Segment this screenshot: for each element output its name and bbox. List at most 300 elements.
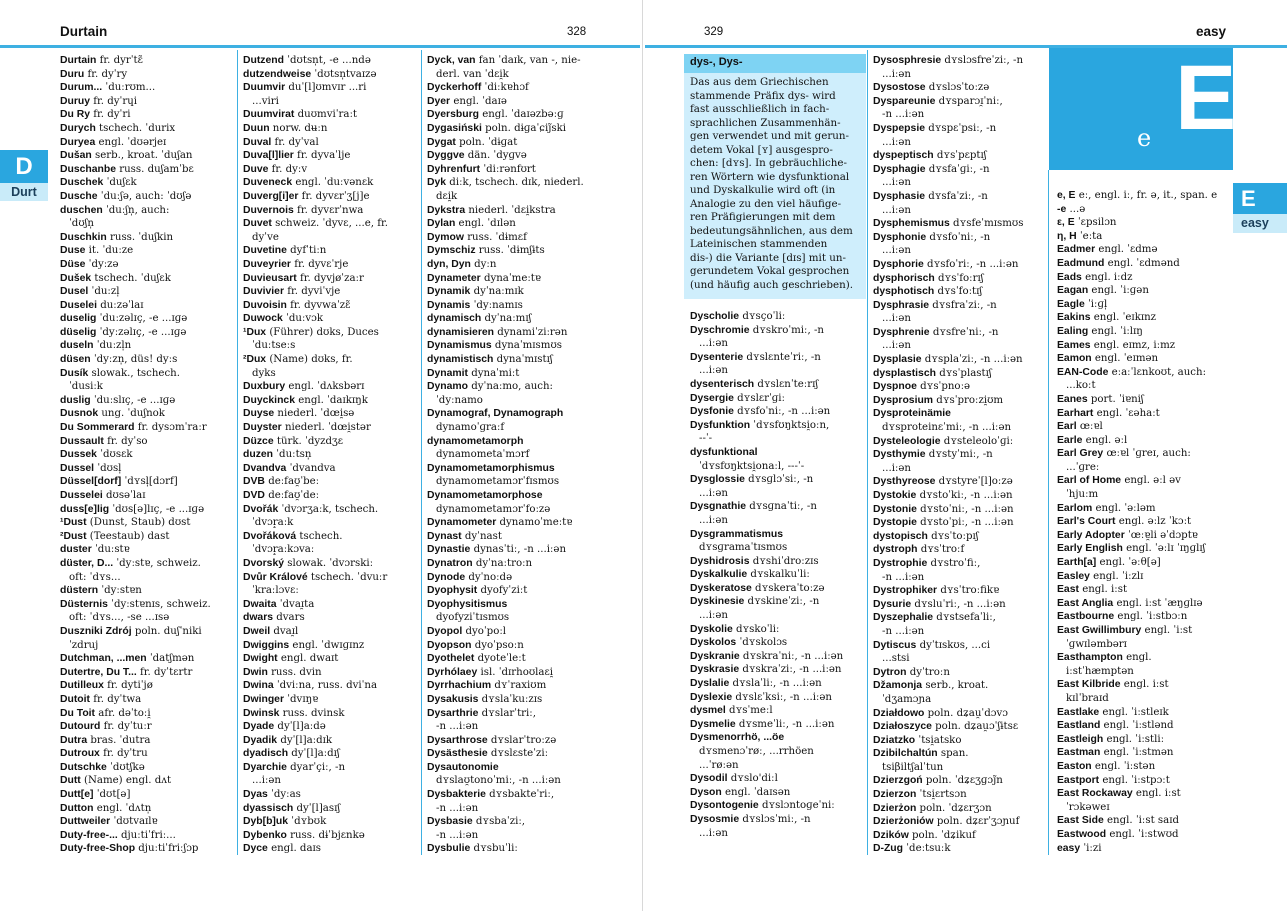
pronunciation: (Führer) dʊks, Duces: [266, 326, 379, 338]
dictionary-entry: [243, 312, 419, 326]
headword: Dynamik: [427, 286, 471, 298]
pronunciation: ˈkraːlɔvɛː: [252, 585, 299, 597]
headword: Dzierzon: [873, 789, 917, 801]
pronunciation: dʏskalkuˈliː: [747, 569, 810, 581]
dictionary-entry: [1057, 733, 1232, 747]
pronunciation: dʏsˈplastɪʃ: [935, 367, 992, 379]
pronunciation: engl. eɪmz, iːmz: [1090, 339, 1176, 351]
pronunciation: engl. əːlz ˈkɔːt: [1115, 516, 1192, 528]
headword: Duun: [243, 122, 270, 134]
pronunciation: dyoˈpsoːn: [471, 639, 524, 651]
pronunciation: dyːn: [470, 258, 497, 270]
dictionary-entry: [60, 448, 235, 462]
dictionary-entry: [427, 435, 617, 449]
dictionary-entry: [427, 842, 617, 856]
dictionary-entry: [60, 842, 235, 856]
dictionary-entry: [873, 299, 1047, 313]
headword: Duveneck: [243, 177, 293, 189]
dictionary-entry: [873, 530, 1047, 544]
pronunciation: ˈdviːna, russ. dviˈna: [273, 680, 378, 692]
pronunciation: duːzəˈlaɪ: [96, 299, 144, 311]
left-thumb-index[interactable]: [0, 150, 48, 201]
headword: Dygasiński: [427, 122, 482, 134]
dictionary-entry: [1057, 189, 1232, 203]
pronunciation: dän. ˈdyɡvə: [464, 150, 527, 162]
pronunciation: slowak. ˈdvɔrskiː: [284, 557, 374, 569]
headword: Dussek: [60, 449, 97, 461]
pronunciation: fr. dyˈval: [271, 136, 319, 148]
headword: Dyspnoe: [873, 381, 917, 393]
pronunciation: engl. ˈdʊərjeɪ: [95, 136, 167, 148]
pronunciation: ˈdiːkɐhɔf: [481, 82, 529, 94]
pronunciation: dʏsˈpɛptɪʃ: [933, 150, 987, 162]
pronunciation: ...koːt: [1066, 380, 1096, 392]
pronunciation: ...iːən: [882, 136, 911, 148]
pronunciation: ...iːən: [699, 514, 728, 526]
pronunciation: ˈdʊtvaɪlɐ: [110, 816, 158, 828]
dictionary-entry: [243, 652, 419, 666]
headword: Dyrrhachium: [427, 680, 492, 692]
dictionary-entry: [1057, 420, 1232, 434]
headword: Duvieusart: [243, 272, 297, 284]
pronunciation: dʏstroˈfiː,: [927, 557, 981, 569]
headword: DVD: [243, 490, 265, 501]
dictionary-entry: [873, 163, 1047, 177]
dictionary-entry: [60, 584, 235, 598]
dictionary-entry: [1057, 366, 1232, 380]
headword: East Side: [1057, 815, 1104, 827]
headword: Ealing: [1057, 325, 1089, 337]
dictionary-entry: [427, 353, 617, 367]
pronunciation: ˈeːta: [1076, 230, 1103, 242]
pronunciation: fr. dyˈtɛrtr: [136, 666, 193, 678]
entry-continuation: [690, 460, 866, 474]
pronunciation: dʏsˈfoːtɪʃ: [934, 286, 983, 298]
pronunciation: schweiz. ˈdyvɛ, ...e, fr.: [271, 218, 389, 230]
pronunciation: russ. ˈdɨmʃɨts: [475, 245, 545, 257]
dictionary-entry: [1057, 529, 1232, 543]
entry-continuation: [873, 108, 1047, 122]
headword: ¹Dux: [243, 326, 267, 338]
headword: Dyb[b]uk: [243, 816, 289, 828]
dictionary-entry: [873, 190, 1047, 204]
dictionary-entry: [873, 394, 1047, 408]
dictionary-entry: [60, 54, 235, 68]
entry-continuation: [873, 244, 1047, 258]
dictionary-entry: [1057, 678, 1232, 692]
pronunciation: dʏsɡnaˈtiː, -n: [746, 501, 817, 513]
pronunciation: russ. dɨˈbjɛnkə: [286, 829, 365, 841]
headword: Earlom: [1057, 502, 1093, 514]
dictionary-entry: [873, 598, 1047, 612]
pronunciation: ...iːən: [882, 245, 911, 257]
pronunciation: fr. dyvwaˈzɛ̃: [286, 299, 351, 311]
pronunciation: ˈduːstɐ: [91, 544, 130, 556]
pronunciation: dʏstsefaˈliː,: [933, 612, 996, 624]
dictionary-entry: [243, 435, 419, 449]
dictionary-entry: [690, 568, 866, 582]
pronunciation: fr. dytiˈjø: [103, 680, 153, 692]
headword: Dynode: [427, 571, 466, 583]
pronunciation: ˈdʊs[ə]lɪç, -e ...ɪɡə: [109, 503, 205, 515]
pronunciation: dʏsbakteˈriː,: [485, 789, 555, 801]
dictionary-entry: [243, 462, 419, 476]
pronunciation: dʏsfeˈmɪsmʊs: [949, 218, 1024, 230]
headword: Działoszyce: [873, 721, 932, 733]
pronunciation: engl. ˈiːstwʊd: [1106, 828, 1179, 840]
dictionary-entry: [60, 761, 235, 775]
pronunciation: ...iːən: [882, 462, 911, 474]
headword: Dysphagie: [873, 163, 926, 175]
thumb-letter-d: D: [0, 150, 48, 183]
headword: Dysautonomie: [427, 761, 499, 773]
pronunciation: dʏslɛnteˈriː, -n: [743, 351, 821, 363]
headword: Dutra: [60, 734, 88, 746]
dictionary-entry: [873, 666, 1047, 680]
info-box-line: Das aus dem Griechischen: [690, 76, 829, 88]
pronunciation: fan ˈdaɪk, van -, nie-: [475, 55, 581, 66]
headword: Eastport: [1057, 774, 1100, 786]
pronunciation: dyoteˈleːt: [474, 653, 526, 665]
headword: Düsternis: [60, 598, 108, 610]
pronunciation: dʏslarˈtroːzə: [487, 734, 557, 746]
pronunciation: fr. dyvjøˈzaːr: [296, 272, 364, 284]
headword: Earl of Home: [1057, 475, 1122, 487]
headword: Eagan: [1057, 285, 1089, 297]
dictionary-entry: [60, 190, 235, 204]
entry-continuation: [690, 609, 866, 623]
headword: Dynatron: [427, 557, 473, 569]
pronunciation: dʏsfoˈniː, -n: [926, 231, 991, 243]
dictionary-entry: [873, 367, 1047, 381]
dictionary-entry: [873, 516, 1047, 530]
pronunciation: duˈ[l]ʊmvɪr ...ri: [285, 82, 367, 94]
headword: Durum...: [60, 82, 103, 94]
dictionary-entry: [690, 677, 866, 691]
pronunciation: serb., kroat. ˈduʃan: [91, 150, 193, 162]
pronunciation: poln. ˈdʑɛʒɡɔj̃n: [922, 775, 1003, 787]
headword: Dystonie: [873, 503, 917, 515]
dictionary-entry: [690, 310, 866, 324]
pronunciation: dynamoˈɡraːf: [436, 422, 505, 434]
pronunciation: dyfˈtiːn: [286, 245, 327, 257]
dictionary-entry: [60, 163, 235, 177]
pronunciation: tschech. ˈdurix: [95, 122, 176, 134]
dictionary-entry: [60, 666, 235, 680]
pronunciation: dʏsluˈriː, -n ...iːən: [911, 598, 1006, 610]
pronunciation: ˈdiːrənfʊrt: [480, 163, 536, 175]
headword: Eastwood: [1057, 828, 1107, 840]
pronunciation: -n ...iːən: [882, 571, 925, 583]
headword: Dysarthrose: [427, 734, 488, 746]
headword: Eanes: [1057, 393, 1088, 405]
pronunciation: dyofyziˈtɪsmʊs: [436, 612, 510, 624]
headword: Dutilleux: [60, 680, 104, 692]
pronunciation: dyˈ[l]aːdə: [274, 721, 326, 733]
dictionary-entry: [690, 392, 866, 406]
pronunciation: dyˈnaːmɪk: [470, 286, 524, 298]
pronunciation: dʏsɡlɔˈsiː, -n: [744, 474, 814, 486]
dictionary-entry: [243, 829, 419, 843]
dictionary-entry: [690, 351, 866, 365]
headword: Duszniki Zdrój: [60, 625, 132, 637]
dictionary-entry: [873, 435, 1047, 449]
entry-column-6: [1057, 189, 1232, 855]
pronunciation: dʏskineˈziː, -n: [744, 596, 820, 608]
pronunciation: djuːtiˈfriː...: [117, 829, 176, 841]
headword: Dysosphresie: [873, 55, 942, 66]
headword: Dysmenorrhö, ...öe: [690, 732, 785, 744]
dictionary-entry: [690, 419, 866, 433]
headword: Dusche: [60, 190, 98, 202]
headword: Dyskinesie: [690, 596, 745, 608]
pronunciation: fr. dyviˈvje: [284, 286, 341, 298]
headword: East: [1057, 584, 1079, 596]
dictionary-entry: [1057, 311, 1232, 325]
entry-continuation: [60, 217, 235, 231]
entry-column-4: [690, 310, 866, 840]
headword: Dynamometamorphismus: [427, 462, 555, 474]
entry-continuation: [427, 774, 617, 788]
headword: Duwock: [243, 313, 283, 325]
dictionary-entry: [243, 639, 419, 653]
headword: Dwinsk: [243, 707, 280, 719]
pronunciation: ˈdʊsɛk: [96, 449, 133, 461]
pronunciation: engl. ˈdaɪəzbəːɡ: [478, 109, 564, 121]
pronunciation: dʏslaˈkuːzɪs: [478, 693, 543, 705]
headword: Dysbasie: [427, 816, 473, 828]
thumb-letter-e: E: [1233, 183, 1287, 214]
entry-continuation: [873, 571, 1047, 585]
pronunciation: dyˈnoːdə: [465, 571, 513, 583]
dictionary-entry: [243, 693, 419, 707]
headword: Dysbakterie: [427, 789, 486, 801]
pronunciation: (Name) dʊks, fr.: [266, 354, 353, 366]
headword: Easley: [1057, 570, 1090, 582]
info-box-line: gen verwendet und mit gerun-: [690, 130, 850, 142]
pronunciation: dyˈnaːtroːn: [472, 557, 533, 569]
pronunciation: dynaˈmɪstɪʃ: [493, 354, 553, 366]
pronunciation: ...iːən: [699, 487, 728, 499]
column-rule: [237, 50, 238, 855]
headword: Duyse: [243, 408, 275, 420]
pronunciation: ˈrɔkəweɪ: [1066, 801, 1110, 813]
headword: Dyscholie: [690, 311, 740, 322]
headword: Dysteleologie: [873, 435, 941, 447]
pronunciation: engl. ˈdʌksbərɪ: [285, 381, 365, 393]
pronunciation: dʏsmenɔˈrøː, ...rrhöen: [699, 746, 814, 757]
dictionary-entry: [60, 367, 235, 381]
column-rule: [867, 50, 868, 855]
pronunciation: engl. ˈduːvənɛk: [292, 177, 374, 189]
dictionary-entry: [60, 136, 235, 150]
dictionary-entry: [1057, 243, 1232, 257]
entry-continuation: [60, 611, 235, 625]
dictionary-entry: [873, 489, 1047, 503]
headword: Działdowo: [873, 707, 925, 719]
pronunciation: dʏskoˈliː: [732, 623, 780, 635]
dictionary-entry: [427, 136, 617, 150]
pronunciation: ...iːən: [699, 610, 728, 622]
dictionary-entry: [873, 95, 1047, 109]
headword: Dysgrammatismus: [690, 528, 783, 540]
dictionary-entry: [690, 473, 866, 487]
pronunciation: ˈdyːas: [267, 789, 301, 801]
dictionary-entry: [427, 557, 617, 571]
headword: Dutton: [60, 802, 94, 814]
pronunciation: ...iːən: [252, 775, 281, 787]
dictionary-entry: [427, 666, 617, 680]
headword: Dyskranie: [690, 650, 740, 662]
dictionary-entry: [60, 652, 235, 666]
info-box-line: fast ausschließlich in fach-: [690, 103, 830, 115]
headword: Duyckinck: [243, 394, 295, 406]
headword: dynamometamorph: [427, 435, 524, 447]
pronunciation: engl. ˈiːlɪŋ: [1088, 325, 1143, 337]
pronunciation: ˈiːzi: [1080, 842, 1102, 854]
pronunciation: russ. ˈduʃkin: [106, 231, 174, 243]
headword: Dusík: [60, 367, 89, 379]
pronunciation: niederl. ˈdœi̯sə: [274, 408, 355, 420]
pronunciation: djuːtiˈfriːʃɔp: [135, 843, 199, 855]
pronunciation: dʏstoˈkiː, -n ...iːən: [916, 490, 1013, 501]
pronunciation: ˈdʏsfʊŋktsi̯onaːl, ---ˈ-: [699, 460, 805, 472]
info-box-line: detem Vokal [ʏ] ausgespro-: [690, 143, 833, 156]
dictionary-entry: [690, 663, 866, 677]
dictionary-entry: [427, 815, 617, 829]
dictionary-entry: [60, 95, 235, 109]
left-running-head: Durtain: [60, 24, 108, 39]
pronunciation: dʏspɛˈpsiː, -n: [924, 122, 997, 134]
dictionary-entry: [243, 244, 419, 258]
headword: Dvandva: [243, 462, 287, 474]
dictionary-entry: [873, 475, 1047, 489]
headword: Dybenko: [243, 829, 287, 841]
headword: Duvernois: [243, 204, 294, 216]
headword: Duselei: [60, 299, 97, 311]
pronunciation: ung. ˈduʃnok: [98, 408, 165, 420]
headword: Düse: [60, 258, 86, 270]
pronunciation: dynaˈmiːt: [468, 367, 520, 379]
headword: Dwiggins: [243, 639, 290, 651]
headword: -e: [1057, 203, 1067, 215]
headword: Dyspareunie: [873, 95, 936, 107]
headword: Dyson: [690, 786, 722, 798]
pronunciation: engl. iːst ˈæŋɡlɪə: [1113, 597, 1203, 609]
headword: Dyersburg: [427, 109, 479, 121]
headword: Dvorský: [243, 557, 285, 569]
headword: Eads: [1057, 271, 1082, 283]
headword: Eamon: [1057, 353, 1092, 365]
headword: Dysenterie: [690, 351, 744, 363]
headword: Eastbourne: [1057, 611, 1115, 623]
pronunciation: poln. ˈdʑɛrʒɔn: [916, 802, 992, 814]
dictionary-entry: [873, 842, 1047, 856]
entry-continuation: [60, 380, 235, 394]
pronunciation: dɛi̯k: [436, 190, 458, 202]
headword: Eastlake: [1057, 706, 1100, 718]
pronunciation: dʏslɛˈksiː, -n ...iːən: [732, 691, 832, 703]
headword: Early English: [1057, 543, 1123, 555]
headword: Dyskeratose: [690, 582, 752, 594]
dictionary-entry: [60, 829, 235, 843]
headword: Dysphorie: [873, 258, 924, 270]
dictionary-entry: [873, 734, 1047, 748]
dictionary-entry: [243, 190, 419, 204]
pronunciation: dynaˈmɪsmʊs: [491, 340, 562, 352]
info-box-line: bedeutungsähnlichen, aus dem: [690, 224, 853, 237]
dictionary-entry: [427, 367, 617, 381]
dictionary-entry: [60, 81, 235, 95]
entry-column-3: [427, 54, 617, 856]
entry-continuation: [243, 231, 419, 245]
entry-continuation: [690, 759, 866, 773]
headword: East Kilbride: [1057, 679, 1121, 691]
pronunciation: dʏslaˈliː, -n ...iːən: [729, 678, 822, 690]
right-thumb-index[interactable]: [1233, 183, 1287, 233]
pronunciation: ...ˈrøːən: [699, 759, 739, 771]
entry-continuation: [1057, 488, 1232, 502]
dictionary-entry: [690, 718, 866, 732]
pronunciation: engl. iːst: [1132, 788, 1181, 800]
dictionary-entry: [1057, 271, 1232, 285]
info-box-line: chen: [dʏs]. In gebräuchliche-: [690, 157, 847, 169]
pronunciation: engl. ˈeɪkɪnz: [1090, 312, 1157, 324]
pronunciation: eːaːˈlɛnkoʊt, auch:: [1108, 366, 1207, 378]
headword: Earl Grey: [1057, 448, 1104, 460]
pronunciation: ˈdʊtsn̩tvaɪzə: [311, 68, 377, 80]
headword: Dynastie: [427, 544, 471, 556]
pronunciation: dʏslɛnˈteːrɪʃ: [754, 378, 819, 390]
entry-continuation: [690, 337, 866, 351]
section-letter-small: e: [1137, 124, 1152, 152]
headword: Dysproteinämie: [873, 408, 951, 420]
dictionary-entry: [60, 244, 235, 258]
dictionary-entry: [690, 650, 866, 664]
dictionary-entry: [1057, 515, 1232, 529]
pronunciation: kɪlˈbraɪd: [1066, 692, 1109, 704]
headword: Dynamis: [427, 299, 471, 311]
pronunciation: ˈdvaɪ̯ta: [276, 598, 315, 610]
headword: Duveyrier: [243, 258, 291, 270]
pronunciation: ...iːən: [882, 177, 911, 189]
headword: Dysfunktion: [690, 419, 751, 431]
pronunciation: (Name) engl. dʌt: [80, 775, 172, 787]
headword: duschen: [60, 204, 103, 216]
headword: Dušek: [60, 272, 92, 284]
headword: Dyhrenfurt: [427, 163, 481, 175]
pronunciation: tschech. ˈduʃɛk: [91, 272, 171, 284]
headword: Džamonja: [873, 680, 923, 692]
pronunciation: dyˈtɪskʊs, ...ci: [916, 639, 991, 651]
pronunciation: engl. ˈiːstliː: [1103, 733, 1165, 745]
pronunciation: ˈdʒamɔɲa: [882, 693, 932, 705]
headword: Dysphemismus: [873, 218, 950, 230]
dictionary-entry: [60, 815, 235, 829]
dictionary-entry: [60, 68, 235, 82]
entry-continuation: [690, 432, 866, 446]
headword: duselig: [60, 313, 97, 325]
pronunciation: dvaɪ̯l: [270, 625, 299, 637]
dictionary-entry: [690, 731, 866, 745]
pronunciation: fr. dyˈtuːr: [100, 721, 152, 733]
dictionary-entry: [1057, 230, 1232, 244]
section-letter-block: [1049, 47, 1237, 170]
headword: Dzibilchaltún: [873, 748, 938, 760]
pronunciation: --ˈ-: [699, 433, 713, 445]
pronunciation: engl. ˈəːθ[ə]: [1096, 557, 1161, 569]
headword: Dvůr Králové: [243, 571, 308, 583]
